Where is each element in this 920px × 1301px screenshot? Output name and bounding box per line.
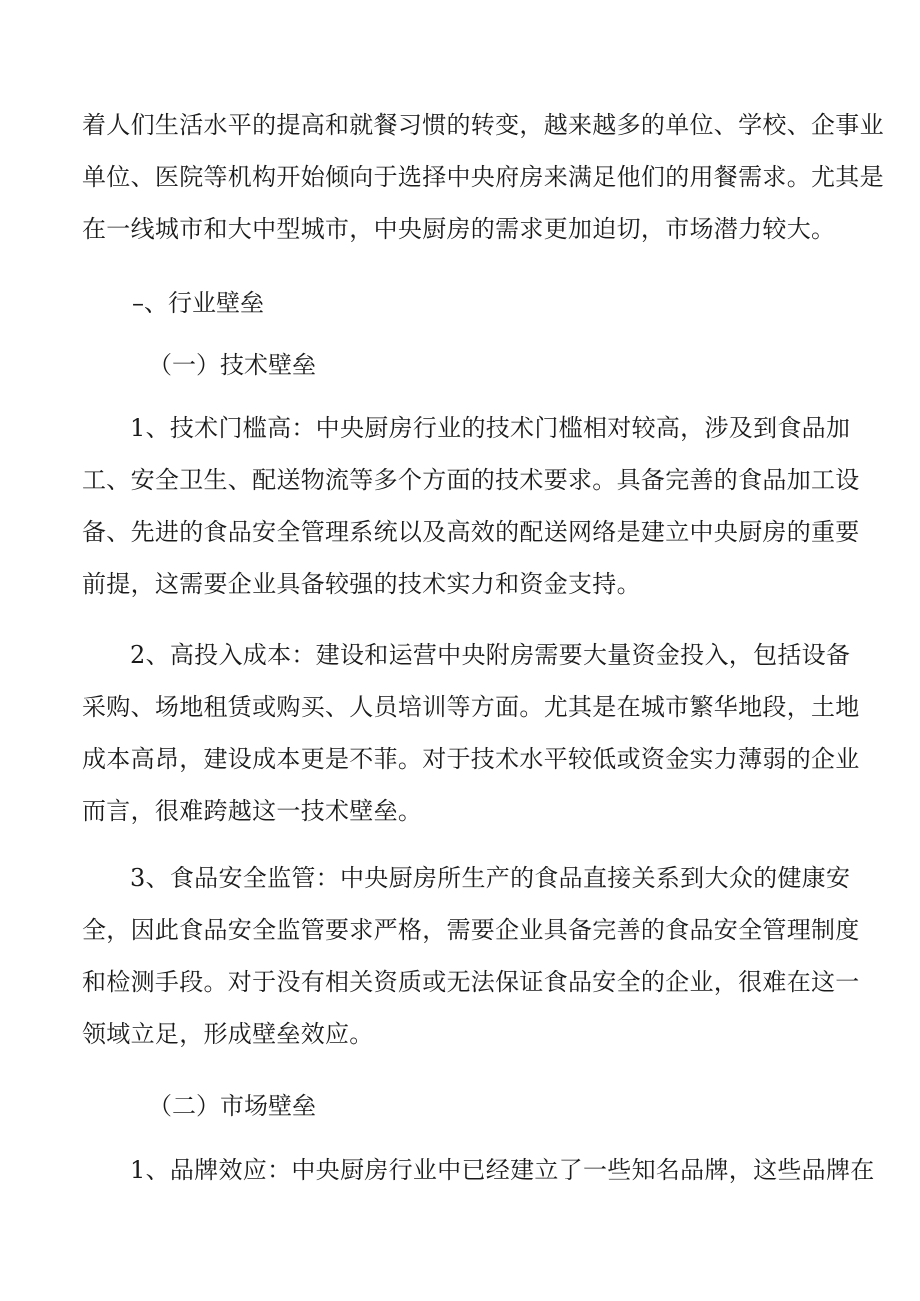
text-line: 在一线城市和大中型城市，中央厨房的需求更加迫切，市场潜力较大。 xyxy=(82,215,836,243)
section-heading-industry-barriers: –、行业壁垒 xyxy=(132,289,264,317)
paragraph-intro xyxy=(82,99,884,255)
paragraph-technical-threshold xyxy=(82,402,860,610)
text-line: 2、高投入成本：建设和运营中央附房需要大量资金投入，包括设备 xyxy=(130,641,851,669)
text-line: 和检测手段。对于没有相关资质或无法保证食品安全的企业，很难在这一 xyxy=(82,968,860,996)
text-line: 3、食品安全监管：中央厨房所生产的食品直接关系到大众的健康安 xyxy=(130,864,851,892)
text-line: 全，因此食品安全监管要求严格，需要企业具备完善的食品安全管理制度 xyxy=(82,916,860,944)
subsection-heading-technical-barriers: （一）技术壁垒 xyxy=(148,351,316,379)
text-line: 1、品牌效应：中央厨房行业中已经建立了一些知名品牌，这些品牌在 xyxy=(130,1156,875,1184)
text-line: 备、先进的食品安全管理系统以及高效的配送网络是建立中央厨房的重要 xyxy=(82,518,860,546)
paragraph-high-investment xyxy=(82,629,860,837)
text-line: 采购、场地租赁或购买、人员培训等方面。尤其是在城市繁华地段，土地 xyxy=(82,693,860,721)
text-line: 单位、医院等机构开始倾向于选择中央府房来满足他们的用餐需求。尤其是 xyxy=(82,163,884,191)
text-line: 前提，这需要企业具备较强的技术实力和资金支持。 xyxy=(82,570,641,598)
text-line: 而言，很难跨越这一技术壁垒。 xyxy=(82,797,423,825)
text-line: 领域立足，形成壁垒效应。 xyxy=(82,1020,374,1048)
text-line: 1、技术门槛高：中央厨房行业的技术门槛相对较高，涉及到食品加 xyxy=(130,414,851,442)
subsection-heading-market-barriers: （二）市场壁垒 xyxy=(148,1092,316,1120)
paragraph-food-safety xyxy=(82,852,860,1060)
paragraph-brand-effect xyxy=(82,1144,875,1196)
text-line: 工、安全卫生、配送物流等多个方面的技术要求。具备完善的食品加工设 xyxy=(82,466,860,494)
text-line: 成本高昂，建设成本更是不菲。对于技术水平较低或资金实力薄弱的企业 xyxy=(82,745,860,773)
text-line: 着人们生活水平的提高和就餐习惯的转变，越来越多的单位、学校、企事业 xyxy=(82,111,884,139)
